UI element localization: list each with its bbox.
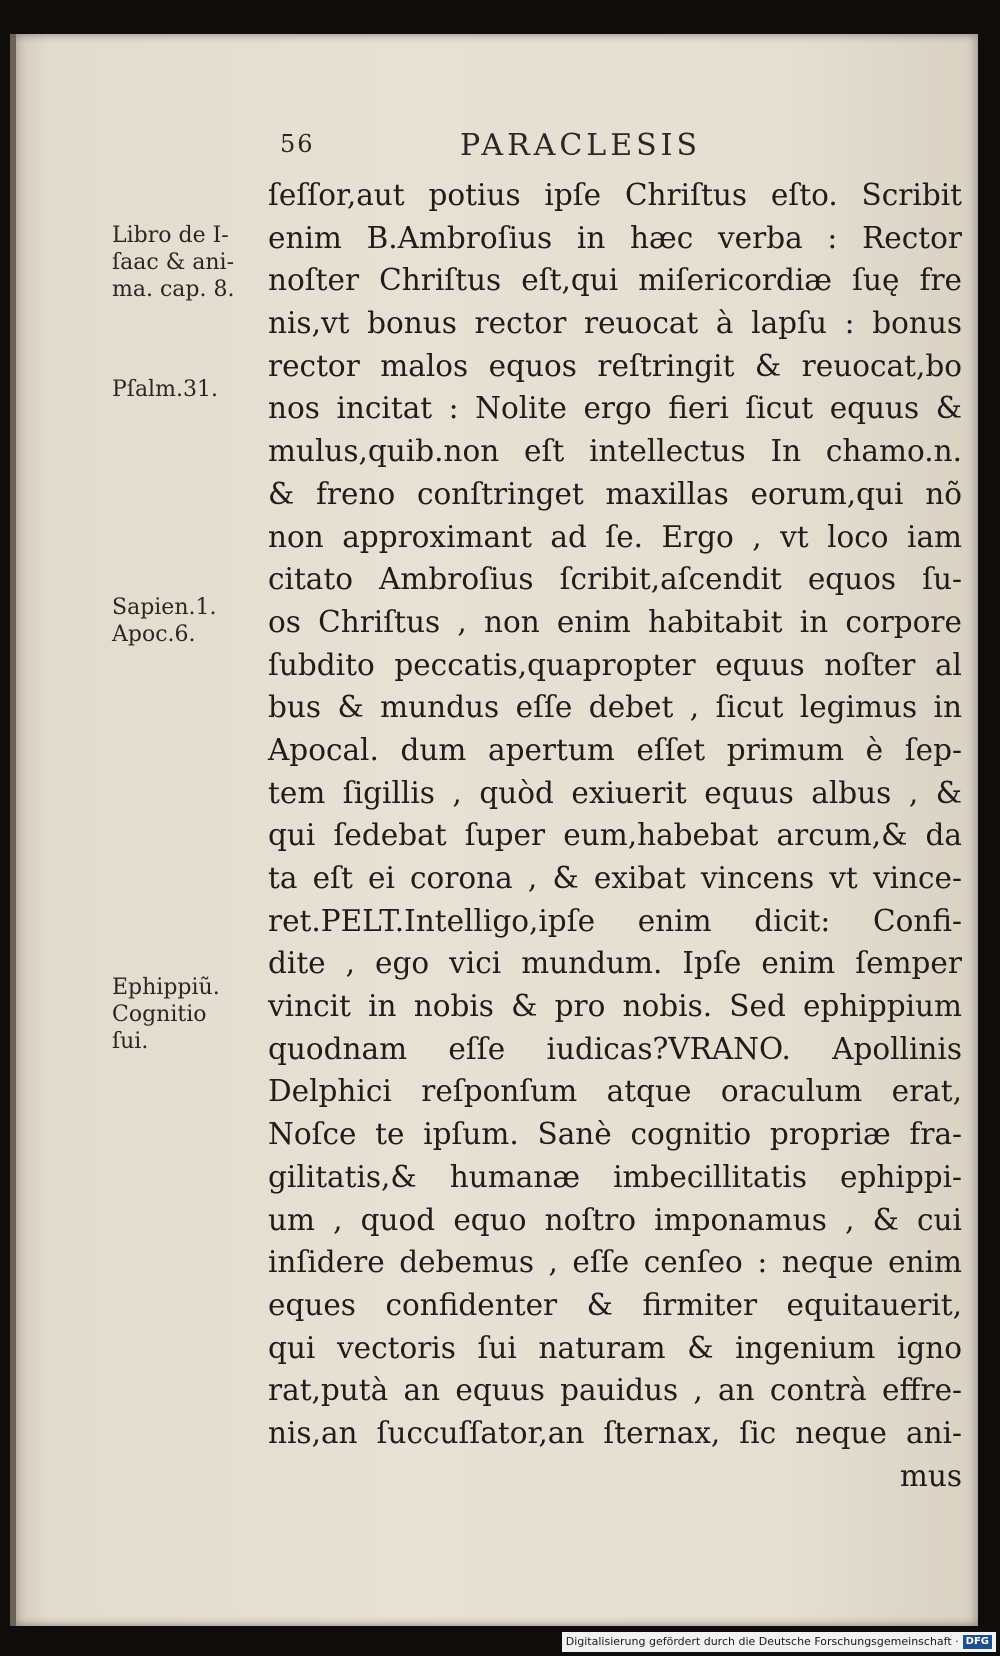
page-binding-edge [10,34,16,1626]
text-line: noſter Chriſtus eſt,qui miſericordiæ ſuę fre [268,263,962,298]
main-text [268,174,962,1497]
text-line: rat,putà an equus pauidus , an contrà effre- [268,1373,962,1408]
text-line: non approximant ad ſe. Ergo , vt loco iam [268,519,962,554]
margin-note-line: ſui. [112,1029,149,1054]
text-line: nis,vt bonus rector reuocat à lapſu : bonus [268,306,962,341]
text-line: & freno conſtringet maxillas eorum,qui nõ [268,476,962,511]
text-line: Apocal. dum apertum eſſet primum è ſep- [268,732,962,767]
digitization-credit [562,1632,996,1652]
text-line: ſeſſor,aut potius ipſe Chriſtus eſto. Scribit [268,178,962,212]
text-line: nis,an ſuccuſſator,an ſternax, ſic neque ani- [268,1415,962,1450]
margin-note-line: Cognitio [112,1002,207,1027]
text-line: enim B.Ambroſius in hæc verba : Rector [268,220,962,255]
text-line: os Chriſtus , non enim habitabit in corpore [268,604,962,639]
text-line: inſidere debemus , eſſe cenſeo : neque enim [268,1245,962,1280]
text-line: quodnam eſſe iudicas?VRANO. Apollinis [268,1031,962,1066]
text-line: mulus,quib.non eſt intellectus In chamo.n. [268,434,962,469]
margin-note-psalm [112,376,262,403]
text-line: eques confidenter & firmiter equitauerit, [268,1287,962,1322]
catchword: mus [899,1458,962,1493]
margin-note-line: Ephippiũ. [112,975,220,1000]
margin-note-line: ma. cap. 8. [112,277,235,302]
margin-note-line: Pſalm.31. [112,377,218,402]
text-line: Delphici reſponſum atque oraculum erat, [268,1074,962,1109]
text-line: nos incitat : Nolite ergo fieri ſicut equus & [268,391,962,426]
margin-note-ephippium [112,974,262,1055]
text-line: Noſce te ipſum. Sanè cognitio propriæ fra- [268,1117,962,1152]
text-line: qui vectoris ſui naturam & ingenium igno [268,1330,962,1365]
text-line: qui ſedebat ſuper eum,habebat arcum,& da [268,818,962,853]
margin-note-sapien [112,594,262,648]
text-line: ſubdito peccatis,quapropter equus noſter al [268,647,962,682]
page-number: 56 [280,130,315,158]
margin-note-line: Sapien.1. [112,595,217,620]
dfg-logo[interactable]: DFG [963,1635,992,1649]
running-head [270,126,960,166]
credit-text: Digitalisierung gefördert durch die Deutsche Forschungsgemeinschaft · [565,1635,959,1648]
text-line: citato Ambroſius ſcribit,aſcendit equos ſu- [268,562,962,597]
text-line: dite , ego vici mundum. Ipſe enim ſemper [268,946,962,981]
page-title: PARACLESIS [460,128,702,163]
text-line: tem ſigillis , quòd exiuerit equus albus , & [268,775,962,810]
margin-note-line: Apoc.6. [112,622,196,647]
text-line: um , quod equo noſtro imponamus , & cui [268,1202,962,1237]
text-line: rector malos equos reſtringit & reuocat,bo [268,348,962,383]
text-line: bus & mundus eſſe debet , ſicut legimus in [268,690,962,725]
text-line: vincit in nobis & pro nobis. Sed ephippium [268,989,962,1024]
margin-note-isaac [112,222,262,303]
text-line: ret.PELT.Intelligo,ipſe enim dicit: Confi- [268,903,962,938]
margin-note-line: ſaac & ani- [112,250,235,275]
text-line: ta eſt ei corona , & exibat vincens vt vince- [268,861,962,895]
margin-note-line: Libro de I- [112,223,229,248]
text-line: gilitatis,& humanæ imbecillitatis ephippi- [268,1159,962,1194]
